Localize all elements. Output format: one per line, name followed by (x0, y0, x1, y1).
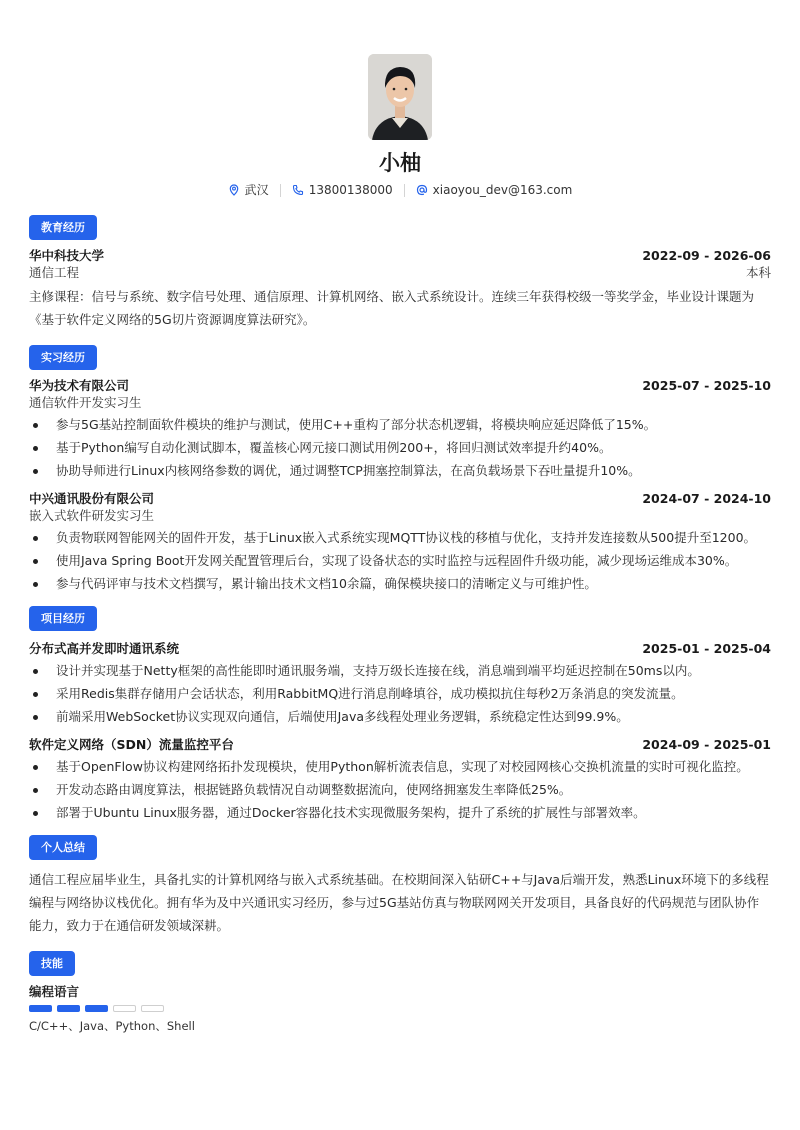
contact-location (228, 181, 269, 199)
section-title-skills: 技能 (29, 951, 75, 976)
list-item: 采用Redis集群存储用户会话状态，利用RabbitMQ进行消息削峰填谷，成功模拟抗住每秒2万条消息的突发流量。 (29, 685, 771, 702)
project-entry (29, 641, 771, 725)
job-role: 通信软件开发实习生 (29, 395, 142, 410)
divider (280, 184, 281, 197)
project-entry (29, 737, 771, 821)
degree: 本科 (745, 265, 771, 280)
person-portrait-icon (368, 54, 432, 140)
contact-phone (292, 181, 393, 199)
skill-level-segment-filled (57, 1005, 80, 1012)
skill-level-segment-filled (85, 1005, 108, 1012)
phone-text[interactable]: 13800138000 (308, 183, 393, 197)
internship-section (29, 345, 771, 592)
education-dates: 2022-09 - 2026-06 (642, 248, 771, 263)
project-dates: 2025-01 - 2025-04 (642, 641, 771, 656)
location-text: 武汉 (244, 183, 269, 197)
skill-level-segment-empty (141, 1005, 164, 1012)
list-item: 部署于Ubuntu Linux服务器，通过Docker容器化技术实现微服务架构，提升了系统的扩展性与部署效率。 (29, 804, 771, 821)
list-item: 参与代码评审与技术文档撰写，累计输出技术文档10余篇，确保模块接口的清晰定义与可维护性。 (29, 575, 771, 592)
list-item: 参与5G基站控制面软件模块的维护与测试，使用C++重构了部分状态机逻辑，将模块响应延迟降低了15%。 (29, 416, 771, 433)
list-item: 负责物联网智能网关的固件开发，基于Linux嵌入式系统实现MQTT协议栈的移植与优化，支持并发连接数从500提升至1200。 (29, 529, 771, 546)
internship-entry (29, 378, 771, 479)
job-role: 嵌入式软件研发实习生 (29, 508, 155, 523)
section-title-projects: 项目经历 (29, 606, 97, 631)
skill-level-segment-empty (113, 1005, 136, 1012)
list-item: 使用Java Spring Boot开发网关配置管理后台，实现了设备状态的实时监控与远程固件升级功能，减少现场运维成本30%。 (29, 552, 771, 569)
project-dates: 2024-09 - 2025-01 (642, 737, 771, 752)
project-section (29, 606, 771, 821)
section-title-internship: 实习经历 (29, 345, 97, 370)
internship-dates: 2024-07 - 2024-10 (642, 491, 771, 506)
list-item: 开发动态路由调度算法，根据链路负载情况自动调整数据流向，使网络拥塞发生率降低25%。 (29, 781, 771, 798)
contact-info (29, 181, 771, 199)
phone-icon (292, 184, 304, 196)
profile-photo (368, 54, 432, 140)
list-item: 设计并实现基于Netty框架的高性能即时通讯服务端，支持万级长连接在线，消息端到端平均延迟控制在50ms以内。 (29, 662, 771, 679)
project-name: 分布式高并发即时通讯系统 (29, 641, 180, 656)
list-item: 基于OpenFlow协议构建网络拓扑发现模块，使用Python解析流表信息，实现了对校园网核心交换机流量的实时可视化监控。 (29, 758, 771, 775)
education-entry (29, 248, 771, 331)
company-name: 华为技术有限公司 (29, 378, 130, 393)
school-name: 华中科技大学 (29, 248, 105, 263)
major: 通信工程 (29, 265, 80, 280)
list-item: 协助导师进行Linux内核网络参数的调优，通过调整TCP拥塞控制算法，在高负载场景下吞吐量提升10%。 (29, 462, 771, 479)
education-description: 主修课程：信号与系统、数字信号处理、通信原理、计算机网络、嵌入式系统设计。连续三年获得校级一等奖学金，毕业设计课题为《基于软件定义网络的5G切片资源调度算法研究》。 (29, 289, 755, 327)
internship-dates: 2025-07 - 2025-10 (642, 378, 771, 393)
resume-header (29, 0, 771, 199)
summary-text: 通信工程应届毕业生，具备扎实的计算机网络与嵌入式系统基础。在校期间深入钻研C++与Java后端开发，熟悉Linux环境下的多线程编程与网络协议栈优化。拥有华为及中兴通讯实习经历，参与过5G基站仿真与物联网网关开发项目，具备良好的代码规范与团队协作能力，致力于在通信研发领域深耕。 (29, 872, 769, 933)
education-section (29, 215, 771, 331)
skill-level-segment-filled (29, 1005, 52, 1012)
internship-entry (29, 491, 771, 592)
skill-level-bar (29, 1005, 771, 1012)
skill-category: 编程语言 (29, 984, 80, 999)
company-name: 中兴通讯股份有限公司 (29, 491, 155, 506)
list-item: 前端采用WebSocket协议实现双向通信，后端使用Java多线程处理业务逻辑，系统稳定性达到99.9%。 (29, 708, 771, 725)
summary-section (29, 835, 771, 937)
project-name: 软件定义网络（SDN）流量监控平台 (29, 737, 234, 752)
divider (404, 184, 405, 197)
email-text[interactable]: xiaoyou_dev@163.com (432, 183, 573, 197)
section-title-education: 教育经历 (29, 215, 97, 240)
candidate-name: 小柚 (379, 151, 421, 175)
location-pin-icon (228, 184, 240, 196)
skills-section (29, 951, 771, 1034)
contact-email (416, 181, 573, 199)
section-title-summary: 个人总结 (29, 835, 97, 860)
skill-detail: C/C++、Java、Python、Shell (29, 1019, 195, 1033)
at-sign-icon (416, 184, 428, 196)
list-item: 基于Python编写自动化测试脚本，覆盖核心网元接口测试用例200+，将回归测试效率提升约40%。 (29, 439, 771, 456)
